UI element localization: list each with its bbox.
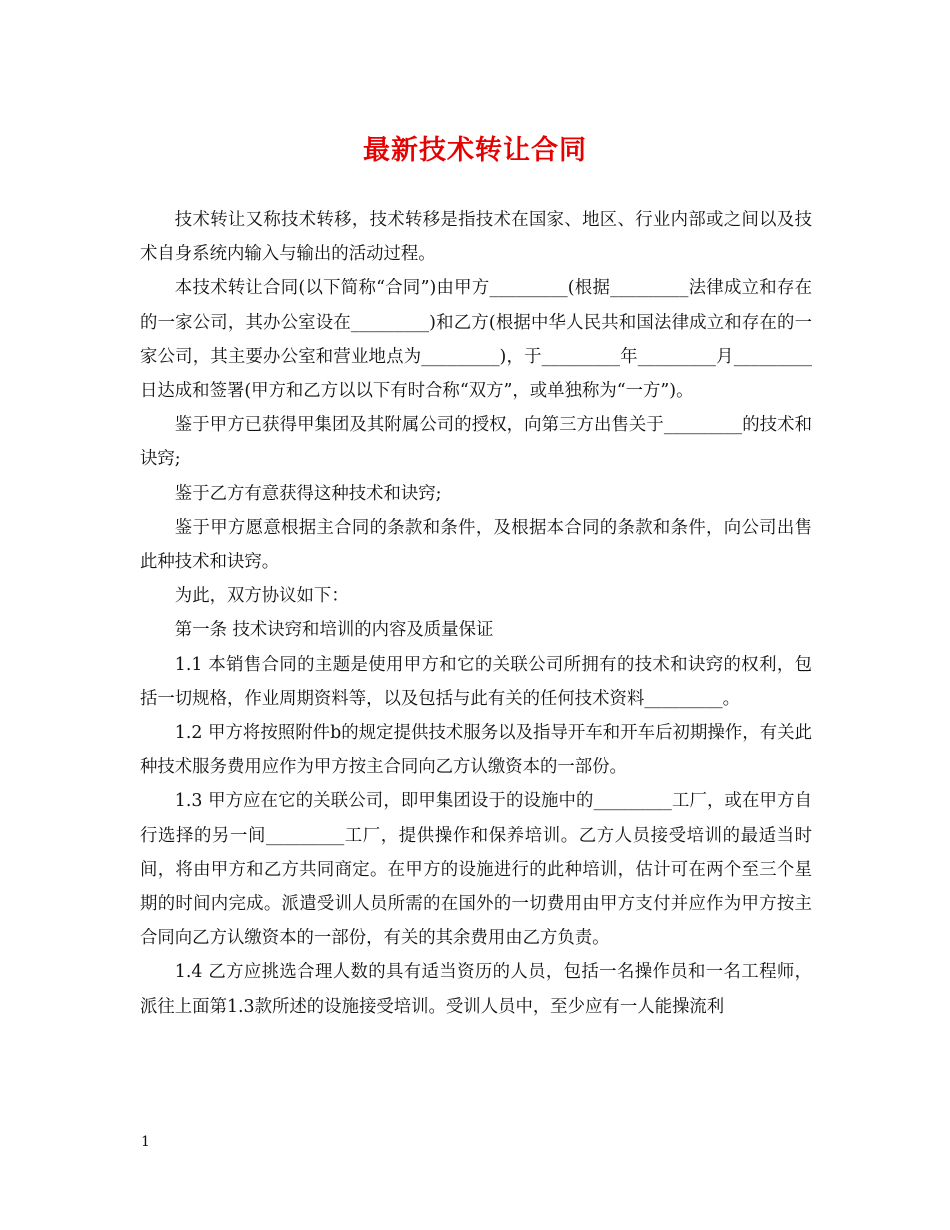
paragraph: 鉴于甲方愿意根据主合同的条款和条件，及根据本合同的条款和条件，向公司出售此种技术和诀窍。 [140, 517, 812, 573]
clause-1-3: 1.3 甲方应在它的关联公司，即甲集团设于的设施中的_________工厂，或在甲方自行选择的另一间_________工厂，提供操作和保养培训。乙方人员接受培训的最适当时间，将由甲方和乙方共同商定。在甲方的设施进行的此种培训，估计可在两个至三个星期的时间内完成。派遣受训人员所需的在国外的一切费用由甲方支付并应作为甲方按主合同向乙方认缴资本的一部份，有关的其余费用由乙方负责。 [140, 791, 812, 949]
paragraph: 鉴于甲方已获得甲集团及其附属公司的授权，向第三方出售关于_________的技术和诀窍; [140, 415, 812, 470]
document-title: 最新技术转让合同 [363, 135, 587, 166]
paragraph: 本技术转让合同(以下简称“合同”)由甲方_________(根据_________法律成立和存在的一家公司，其办公室设在_________)和乙方(根据中华人民共和国法律成立和存在的一家公司，其主要办公室和营业地点为_________)，于_________年_________月_________日达成和签署(甲方和乙方以以下有时合称“双方”，或单独称为“一方”)。 [140, 278, 812, 402]
paragraph: 鉴于乙方有意获得这种技术和诀窍; [174, 483, 442, 504]
paragraph: 技术转让又称技术转移，技术转移是指技术在国家、地区、行业内部或之间以及技术自身系统内输入与输出的活动过程。 [140, 210, 812, 265]
clause-1-4: 1.4 乙方应挑选合理人数的具有适当资历的人员，包括一名操作员和一名工程师，派往上面第1.3款所述的设施接受培训。受训人员中，至少应有一人能操流利 [140, 962, 812, 1017]
clause-1-1: 1.1 本销售合同的主题是使用甲方和它的关联公司所拥有的技术和诀窍的权利，包括一切规格，作业周期资料等，以及包括与此有关的任何技术资料_________。 [140, 654, 812, 709]
page-number: 1 [141, 1134, 150, 1150]
clause-1-2: 1.2 甲方将按照附件b的规定提供技术服务以及指导开车和开车后初期操作，有关此种技术服务费用应作为甲方按主合同向乙方认缴资本的一部份。 [140, 723, 812, 778]
document-body [140, 203, 812, 1024]
paragraph: 为此，双方协议如下： [174, 586, 349, 607]
section-heading: 第一条 技术诀窍和培训的内容及质量保证 [174, 620, 494, 641]
